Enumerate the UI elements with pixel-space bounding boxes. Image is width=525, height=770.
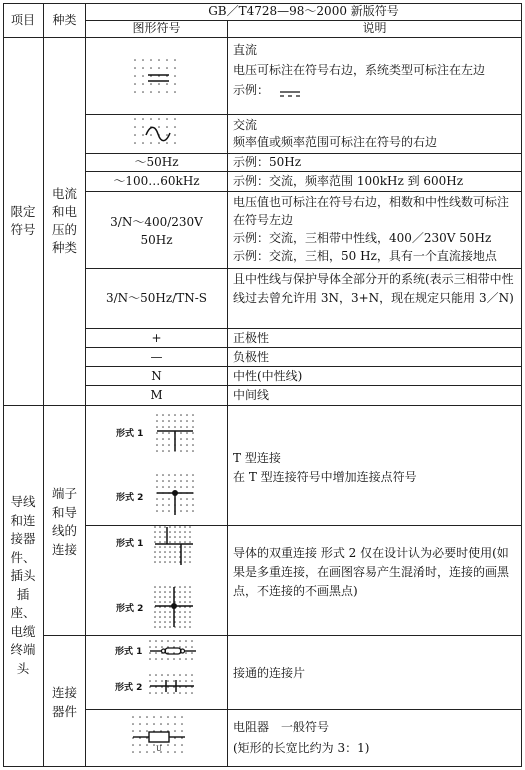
kind-current-voltage: 电流 和电 压的 种类 — [51, 186, 77, 255]
desc-midline: 中间线 — [233, 388, 270, 402]
desc-50hz: 示例：50Hz — [233, 155, 302, 169]
header-kind: 种类 — [52, 13, 77, 27]
header-item: 项目 — [10, 13, 35, 27]
item-conductor-connection: 导线 和连 接器 件、 插头 插 座、 电缆 终端 头 — [10, 494, 36, 676]
desc-negative: 负极性 — [233, 350, 270, 364]
symbol-tn-s: 3/N～50Hz/TN-S — [105, 291, 208, 305]
symbol-positive: + — [151, 331, 162, 345]
desc-3n-400-230v: 电压值也可标注在符号右边，相数和中性线数可标注在符号左边 示例：交流，三相带中性线，400／230V 50Hz 示例：交流，三相，50 Hz，具有一个直流接地点 — [233, 195, 510, 263]
resistor-icon — [131, 715, 187, 759]
form1-label-link: 形式 1 — [115, 647, 143, 657]
t-junction-form2-icon — [155, 473, 195, 517]
dc-symbol-icon — [133, 58, 183, 98]
link-strip-form1-icon — [148, 639, 198, 663]
form2-label-t: 形式 2 — [116, 493, 144, 503]
symbol-midline: M — [150, 388, 163, 402]
desc-neutral: 中性(中性线) — [233, 369, 303, 383]
desc-resistor: 电阻器 一般符号 (矩形的长宽比约为 3：1) — [233, 720, 370, 755]
svg-text:U: U — [156, 745, 162, 753]
symbol-negative: — — [150, 350, 163, 364]
header-standard: GB／T4728—98～2000 新版符号 — [208, 4, 399, 18]
header-desc: 说明 — [362, 21, 387, 35]
desc-t-junction: T 型连接 在 T 型连接符号中增加连接点符号 — [233, 451, 417, 484]
form2-label-double: 形式 2 — [116, 604, 144, 614]
dc-example-icon — [278, 89, 304, 99]
desc-tn-s: 且中性线与保护导体全部分开的系统(表示三相带中性线过去曾允许用 3N，3+N，现在规定只能用 3／N) — [233, 272, 514, 305]
symbol-50hz: ～50Hz — [134, 155, 179, 169]
symbol-neutral: N — [151, 369, 162, 383]
form1-label-t: 形式 1 — [116, 429, 144, 439]
symbol-table — [3, 3, 522, 767]
kind-terminal-conductor: 端子 和导 线的 连接 — [51, 486, 77, 557]
desc-100-60khz: 示例：交流，频率范围 100kHz 到 600Hz — [233, 174, 464, 188]
desc-double-junction: 导体的双重连接 形式 2 仅在设计认为必要时使用(如果是多重连接，在画图容易产生混淆时，连接的画黑点，不连接的不画黑点) — [233, 546, 510, 598]
symbol-3n-400-230v: 3/N～400/230V 50Hz — [110, 215, 203, 247]
desc-link-strip: 接通的连接片 — [233, 666, 306, 680]
desc-positive: 正极性 — [233, 331, 270, 345]
form1-label-double: 形式 1 — [116, 539, 144, 549]
double-junction-form2-icon — [153, 585, 195, 629]
header-symbol: 图形符号 — [132, 21, 181, 35]
symbol-100-60khz: ～100…60kHz — [113, 174, 200, 188]
item-limit-symbol: 限定 符号 — [10, 204, 36, 237]
form2-label-link: 形式 2 — [115, 683, 143, 693]
link-strip-form2-icon — [148, 673, 198, 699]
double-junction-form1-icon — [153, 525, 195, 567]
kind-connector-device: 连接 器件 — [51, 685, 77, 719]
desc-ac: 交流 频率值或频率范围可标注在符号的右边 — [233, 118, 438, 149]
desc-dc: 直流 电压可标注在符号右边，系统类型可标注在左边 示例： — [233, 43, 486, 97]
ac-symbol-icon — [133, 117, 183, 151]
t-junction-form1-icon — [155, 413, 195, 453]
